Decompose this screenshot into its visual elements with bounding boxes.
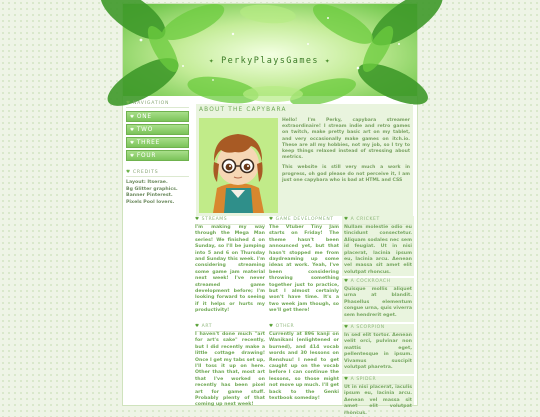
nav-item-label: THREE <box>136 140 161 146</box>
card-heading-label: A COCKROACH <box>350 279 391 284</box>
card-body: In sed elit tortor. Aenean velit orci, pulvinar non mattis eget, pellentesque in ipsum. Vivamus suscipit volutpat pharetra. <box>344 333 412 371</box>
heart-icon: ♥ <box>269 217 274 222</box>
spider-card <box>342 376 414 416</box>
card-body: The Vtuber Tiny Jam starts on Friday! The theme hasn't been announced yet, but that hasn't stopped me from daydreaming up some ideas at work. Yeah, I've been considering throwing something together just to practice, but I almost certainly won't have time. It's a two week jam though, so we'll get there! <box>269 225 339 314</box>
card-body: I'm making my way through the Mega Man series! We finished 4 on Sunday, so I'll be jumping into 5 and 6 on Thursday and Sunday this week. I'm considering streaming some game jam material next week! I've never streamed game development before; I'm looking forward to seeing if it helps or hurts my productivity! <box>195 225 265 314</box>
heart-icon: ♥ <box>130 141 135 146</box>
scorpion-card <box>342 324 414 374</box>
art-card <box>195 323 265 408</box>
card-heading <box>344 278 412 287</box>
heart-icon: ♥ <box>126 101 131 106</box>
card-heading-label: A SCORPION <box>350 325 385 330</box>
card-heading-label: GAME DEVELOPMENT <box>275 217 334 222</box>
content-column-middle <box>269 216 339 405</box>
nav-item-one[interactable] <box>126 111 189 122</box>
navigation-heading-label: NAVIGATION <box>132 101 170 106</box>
heart-icon: ♥ <box>344 279 349 284</box>
other-card <box>269 323 339 405</box>
about-text <box>282 118 410 188</box>
cricket-card <box>342 216 414 276</box>
heart-icon: ♥ <box>130 115 135 120</box>
content-column-left <box>195 216 265 408</box>
card-heading <box>344 376 412 385</box>
card-heading <box>344 216 412 225</box>
card-heading <box>269 323 339 332</box>
sidebar <box>126 100 189 206</box>
card-heading-label: A SPIDER <box>350 377 377 382</box>
about-paragraph: This website is still very much a work in progress, oh god please do not perceive it, I am just one capybara who is bad at HTML and CSS <box>282 165 410 183</box>
nav-item-four[interactable] <box>126 150 189 161</box>
credits-heading-label: CREDITS <box>132 170 159 175</box>
card-heading <box>344 324 412 333</box>
nav-item-label: FOUR <box>136 153 157 159</box>
credit-line: Pixels Pool lovers. <box>126 199 175 205</box>
page-container <box>123 4 417 416</box>
about-paragraph: Hello! I'm Perky, capybara streamer extraordinaire! I stream indie and retro games on twitch, make pretty basic art on my tablet, and very occasionally make games on itch.io. These are all my hobbies, not my job, so I try to keep things relaxed instead of stressing about metrics. <box>282 118 410 161</box>
card-heading-label: A CRICKET <box>350 217 380 222</box>
sparkle-star-icon: ✦ <box>324 56 332 65</box>
leaf-banner-artwork <box>123 4 417 96</box>
card-body: Quisque mollis aliquet urna at blandit. Phasellus elementum congue urna, quis viverra sem hendrerit eget. <box>344 287 412 318</box>
credit-line: Banner Pinterest. <box>126 193 173 198</box>
heart-icon: ♥ <box>195 217 200 222</box>
about-heading: ABOUT THE CAPYBARA <box>199 107 287 113</box>
credit-line: Layout: Itserae. <box>126 180 168 185</box>
game-development-card <box>269 216 339 322</box>
banner-title <box>123 56 417 72</box>
content-column-right <box>342 216 414 416</box>
nav-item-two[interactable] <box>126 124 189 135</box>
card-body: I haven't done much "art for art's sake" recently, but I did recently make a little cottage drawing! Once I get my tabs set up, I'll toss it up on here. Other than that, most art that I've worked on recently has been pixel art for game stuff. Probably plenty of that coming up next week! <box>195 332 265 408</box>
card-heading-label: ART <box>201 324 213 329</box>
heart-icon: ♥ <box>344 377 349 382</box>
heart-icon: ♥ <box>130 128 135 133</box>
nav-item-label: TWO <box>136 127 154 133</box>
site-banner <box>123 4 417 96</box>
heart-icon: ♥ <box>130 154 135 159</box>
card-heading <box>269 216 339 225</box>
avatar-illustration <box>199 118 278 213</box>
card-heading <box>195 216 265 225</box>
heart-icon: ♥ <box>126 170 131 175</box>
sparkle-star-icon: ✦ <box>208 56 216 65</box>
credits-section <box>126 169 189 206</box>
credits-heading <box>126 169 189 177</box>
capybara-avatar <box>199 118 278 213</box>
streams-card <box>195 216 265 322</box>
cockroach-card <box>342 278 414 322</box>
heart-icon: ♥ <box>344 217 349 222</box>
heart-icon: ♥ <box>269 324 274 329</box>
navigation-heading <box>126 100 189 108</box>
card-heading-label: STREAMS <box>201 217 228 222</box>
card-heading-label: OTHER <box>275 324 295 329</box>
site-title: PerkyPlaysGames <box>221 56 319 66</box>
about-section <box>196 104 413 216</box>
card-body: Nullam molestie odio eu tincidunt consectetur. Aliquam sodales nec sem id feugiat. Ut in nisi placerat, lacinia ipsum eu, lacinia arcu. Aenean vel massa sit amet elit volutpat rhoncus. <box>344 225 412 275</box>
heart-icon: ♥ <box>195 324 200 329</box>
credit-line: Bg Glitter graphics. <box>126 186 178 192</box>
nav-item-label: ONE <box>136 114 152 120</box>
card-heading <box>195 323 265 332</box>
heart-icon: ♥ <box>344 325 349 330</box>
nav-item-three[interactable] <box>126 137 189 148</box>
card-body: Currently at 896 kanji on Wanikani (enlightened or burned), and 414 vocab words and 30 lessons on Renshuu! I need to get caught up on the vocab before I can continue the lessons, so those might not move up much. I'll get back to the Genki textbook someday! <box>269 332 339 402</box>
card-body: Ut in nisi placerat, iaculis ipsum eu, lacinia arcu. Aenean vel massa sit amet elit volutpat rhoncus. <box>344 385 412 416</box>
